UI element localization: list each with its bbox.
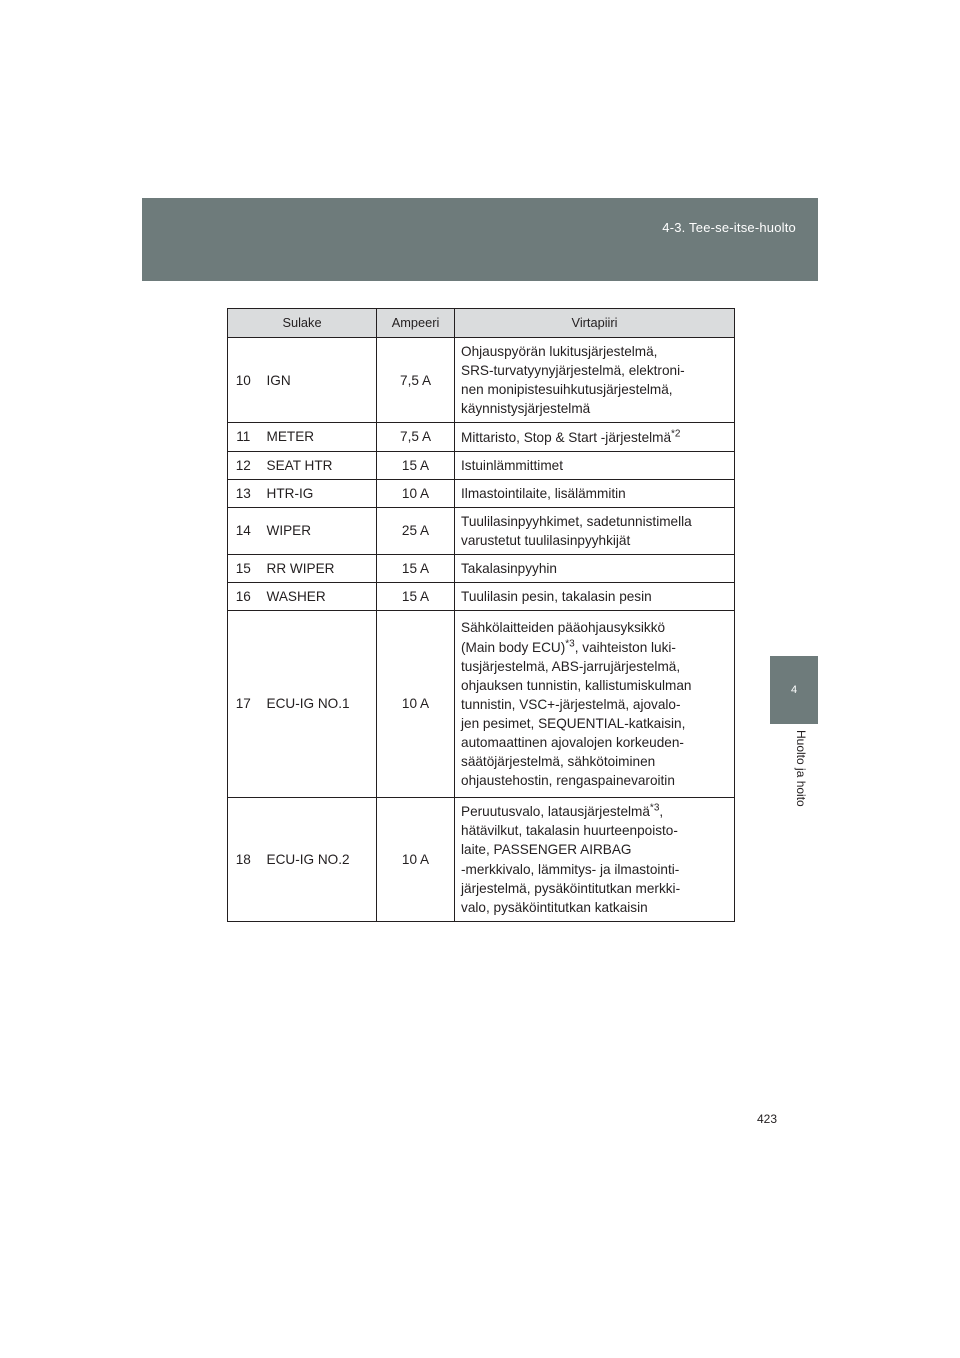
- header-ampere: Ampeeri: [377, 309, 455, 338]
- fuse-name: RR WIPER: [259, 554, 377, 582]
- table-row: [228, 507, 735, 554]
- table-row: [228, 479, 735, 507]
- header-circuit: Virtapiiri: [455, 309, 735, 338]
- fuse-name: SEAT HTR: [259, 451, 377, 479]
- fuse-name: WIPER: [259, 507, 377, 554]
- fuse-circuit: Peruutusvalo, latausjärjestelmä$^{*3}$, hätävilkut, takalasin huurteenpoisto- laite, PASSENGER AIRBAG -merkkivalo, lämmitys- ja ilmastointi- järjestelmä, pysäköintitutkan merkki- valo, pysäköintitutkan katkaisin: [455, 797, 735, 921]
- section-header: [142, 198, 818, 281]
- fuse-circuit: Ohjauspyörän lukitusjärjestelmä, SRS-turvatyynyjärjestelmä, elektroni- nen monipistesuihkutusjärjestelmä, käynnistysjärjestelmä: [455, 338, 735, 423]
- fuse-circuit: Takalasinpyyhin: [455, 554, 735, 582]
- fuse-number: 14: [228, 507, 259, 554]
- fuse-circuit: Sähkölaitteiden pääohjausyksikkö (Main body ECU)$^{*3}$, vaihteiston luki- tusjärjestelmä, ABS-jarrujärjestelmä, ohjauksen tunnistin, kallistumiskulman tunnistin, VSC+-järjestelmä, ajovalo- jen pesimet, SEQUENTIAL-katkaisin, automaattinen ajovalojen korkeuden- säätöjärjestelmä, sähkötoiminen ohjaustehostin, rengaspainevaroitin: [455, 610, 735, 797]
- fuse-ampere: 15 A: [377, 554, 455, 582]
- fuse-circuit: Mittaristo, Stop & Start -järjestelmä$^{*2}$: [455, 423, 735, 452]
- fuse-name: HTR-IG: [259, 479, 377, 507]
- fuse-ampere: 25 A: [377, 507, 455, 554]
- chapter-label: [784, 730, 808, 840]
- fuse-number: 11: [228, 423, 259, 452]
- table-header-row: [228, 309, 735, 338]
- fuse-table: [227, 308, 735, 922]
- fuse-ampere: 7,5 A: [377, 423, 455, 452]
- table-row: [228, 338, 735, 423]
- fuse-ampere: 7,5 A: [377, 338, 455, 423]
- table-row: [228, 610, 735, 797]
- fuse-ampere: 15 A: [377, 451, 455, 479]
- fuse-number: 18: [228, 797, 259, 921]
- fuse-circuit: Tuulilasinpyyhkimet, sadetunnistimella varustetut tuulilasinpyyhkijät: [455, 507, 735, 554]
- fuse-ampere: 15 A: [377, 582, 455, 610]
- chapter-tab: [770, 656, 818, 724]
- fuse-number: 15: [228, 554, 259, 582]
- fuse-circuit: Istuinlämmittimet: [455, 451, 735, 479]
- fuse-name: METER: [259, 423, 377, 452]
- fuse-ampere: 10 A: [377, 610, 455, 797]
- fuse-number: 12: [228, 451, 259, 479]
- fuse-ampere: 10 A: [377, 797, 455, 921]
- fuse-number: 10: [228, 338, 259, 423]
- fuse-circuit: Ilmastointilaite, lisälämmitin: [455, 479, 735, 507]
- table-row: [228, 554, 735, 582]
- chapter-number: 4: [790, 684, 798, 696]
- fuse-name: ECU-IG NO.1: [259, 610, 377, 797]
- fuse-name: IGN: [259, 338, 377, 423]
- fuse-number: 16: [228, 582, 259, 610]
- fuse-name: WASHER: [259, 582, 377, 610]
- table-row: [228, 451, 735, 479]
- page-number: 423: [756, 1112, 777, 1126]
- table-row: [228, 582, 735, 610]
- chapter-title: Huolto ja hoito: [794, 730, 808, 807]
- fuse-ampere: 10 A: [377, 479, 455, 507]
- fuse-name: ECU-IG NO.2: [259, 797, 377, 921]
- header-fuse: Sulake: [228, 309, 377, 338]
- table-row: [228, 797, 735, 921]
- section-title: 4-3. Tee-se-itse-huolto: [662, 220, 796, 235]
- fuse-number: 17: [228, 610, 259, 797]
- fuse-circuit: Tuulilasin pesin, takalasin pesin: [455, 582, 735, 610]
- fuse-number: 13: [228, 479, 259, 507]
- table-row: [228, 423, 735, 452]
